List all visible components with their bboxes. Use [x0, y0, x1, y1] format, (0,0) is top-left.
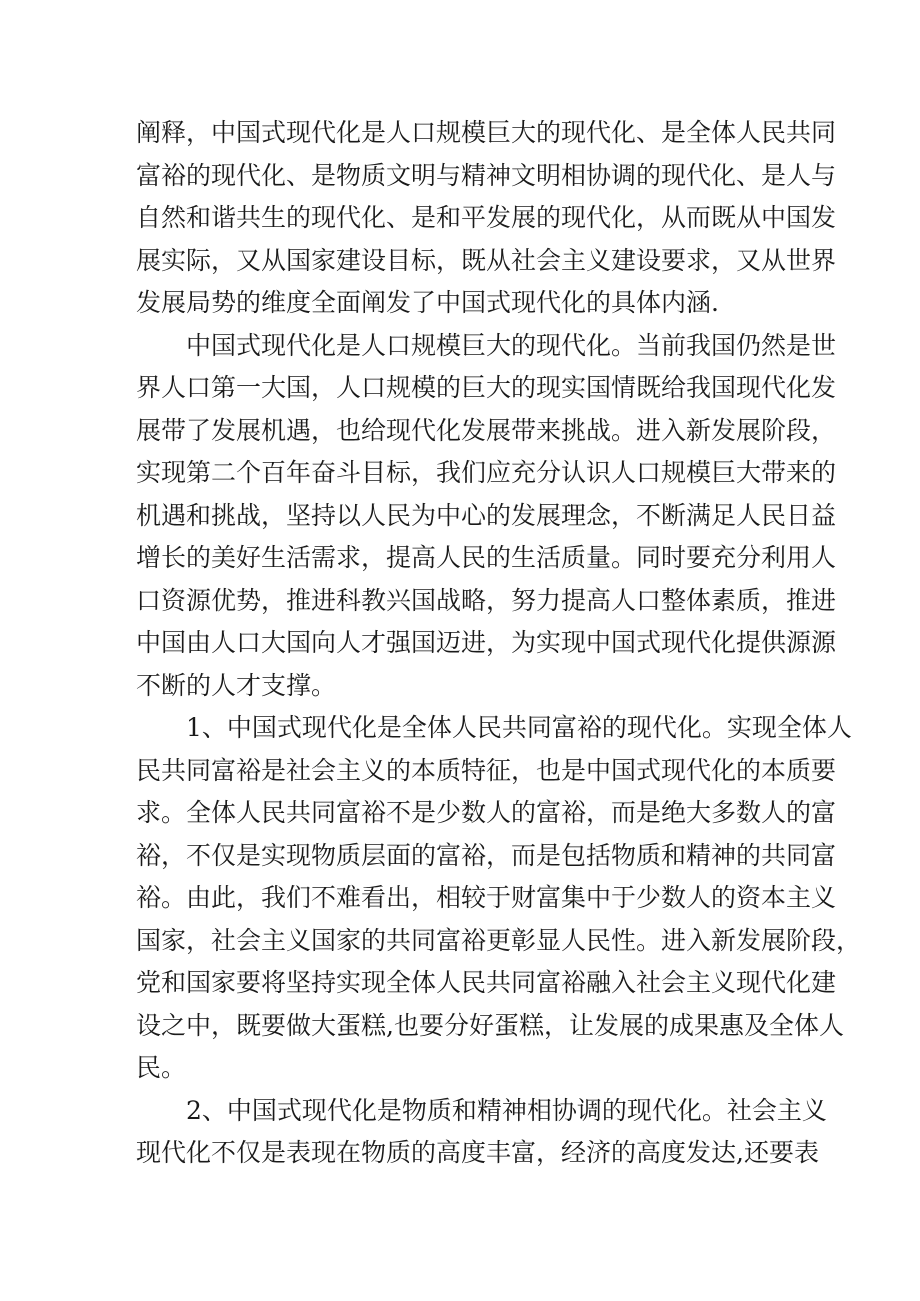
- text-line: 不断的人才支撑。: [136, 670, 337, 700]
- text-line: 中国式现代化是人口规模巨大的现代化。当前我国仍然是世: [186, 330, 837, 360]
- text-line: 国家，社会主义国家的共同富裕更彰显人民性。进入新发展阶段，: [136, 925, 862, 955]
- text-line: 现代化不仅是表现在物质的高度丰富，经济的高度发达,还要表: [136, 1138, 819, 1167]
- paragraph: [136, 707, 862, 1090]
- text-line: 界人口第一大国，人口规模的巨大的现实国情既给我国现代化发: [136, 373, 837, 402]
- text-line: 展带了发展机遇，也给现代化发展带来挑战。进入新发展阶段，: [136, 415, 837, 445]
- paragraph: [136, 1090, 827, 1175]
- text-line: 增长的美好生活需求，提高人民的生活质量。同时要充分利用人: [136, 543, 837, 572]
- text-line: 民。: [136, 1053, 187, 1082]
- text-line: 党和国家要将坚持实现全体人民共同富裕融入社会主义现代化建: [136, 968, 837, 997]
- text-line: 中国由人口大国向人才强国迈进，为实现中国式现代化提供源源: [136, 628, 837, 657]
- text-line: 1、中国式现代化是全体人民共同富裕的现代化。实现全体人: [186, 713, 852, 742]
- text-line: 求。全体人民共同富裕不是少数人的富裕，而是绝大多数人的富: [136, 798, 837, 827]
- text-line: 裕，不仅是实现物质层面的富裕，而是包括物质和精神的共同富: [136, 840, 837, 870]
- text-line: 设之中，既要做大蛋糕,也要分好蛋糕，让发展的成果惠及全体人: [136, 1010, 844, 1040]
- text-line: 阐释，中国式现代化是人口规模巨大的现代化、是全体人民共同: [136, 118, 837, 147]
- text-line: 实现第二个百年奋斗目标，我们应充分认识人口规模巨大带来的: [136, 458, 837, 487]
- text-line: 发展局势的维度全面阐发了中国式现代化的具体内涵.: [136, 288, 719, 317]
- text-line: 富裕的现代化、是物质文明与精神文明相协调的现代化、是人与: [136, 160, 837, 190]
- text-line: 口资源优势，推进科教兴国战略，努力提高人口整体素质，推进: [136, 585, 837, 615]
- paragraph: [136, 325, 837, 708]
- text-line: 裕。由此，我们不难看出，相较于财富集中于少数人的资本主义: [136, 883, 837, 912]
- text-line: 自然和谐共生的现代化、是和平发展的现代化，从而既从中国发: [136, 203, 837, 232]
- paragraph: [136, 112, 837, 325]
- document-body: [136, 112, 862, 1175]
- text-line: 2、中国式现代化是物质和精神相协调的现代化。社会主义: [186, 1095, 827, 1125]
- text-line: 民共同富裕是社会主义的本质特征，也是中国式现代化的本质要: [136, 755, 837, 785]
- text-line: 展实际，又从国家建设目标，既从社会主义建设要求，又从世界: [136, 245, 837, 275]
- text-line: 机遇和挑战，坚持以人民为中心的发展理念，不断满足人民日益: [136, 500, 837, 530]
